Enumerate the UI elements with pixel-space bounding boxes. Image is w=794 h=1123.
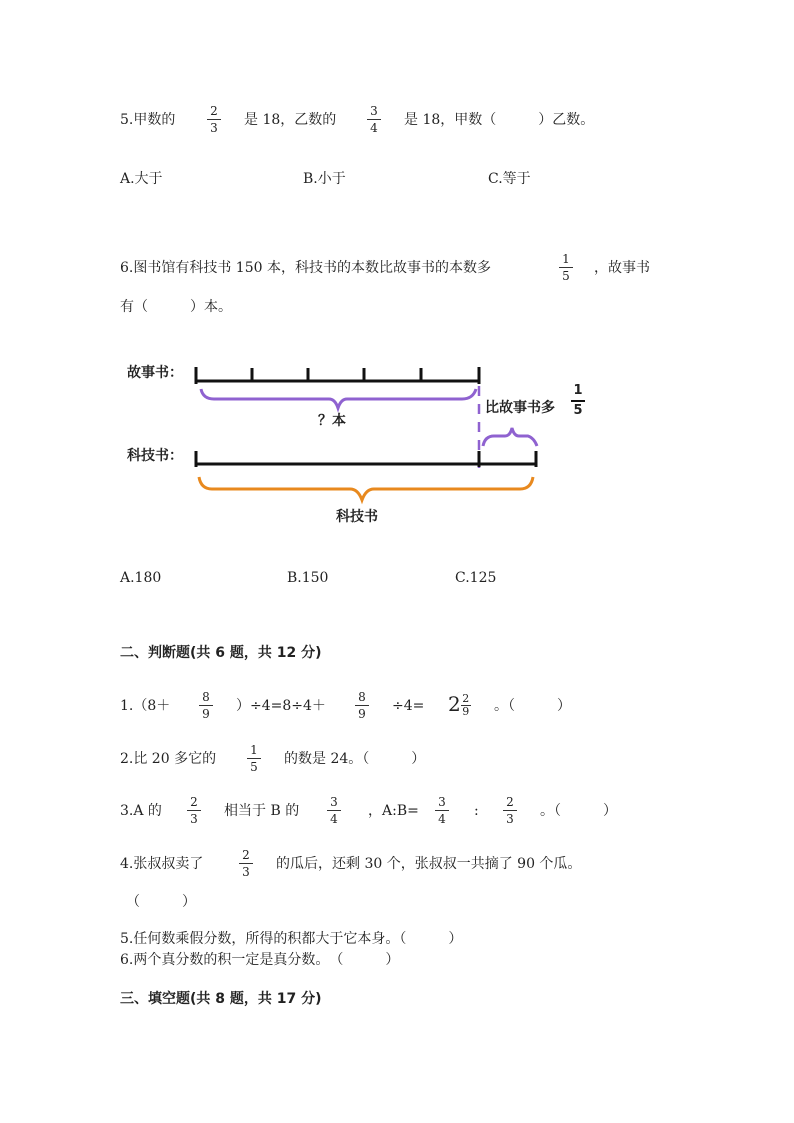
j3-text-c: ，A:B=	[368, 803, 419, 819]
denominator: 5	[250, 760, 258, 774]
numerator: 1	[573, 383, 583, 398]
q5-option-a[interactable]: A.大于	[120, 171, 163, 187]
j1-fraction-2	[354, 690, 370, 721]
j4-fraction	[238, 848, 254, 879]
q6-option-b[interactable]: B.150	[287, 570, 329, 586]
numerator: 3	[330, 795, 338, 809]
j3-text-a: 3.A 的	[120, 803, 162, 819]
numerator: 3	[438, 795, 446, 809]
q5-text-2: 是 18，乙数的	[244, 112, 337, 128]
section-3-title: 三、填空题(共 8 题，共 17 分)	[120, 991, 322, 1007]
tech-book-brace	[199, 477, 533, 500]
more-than-label: 比故事书多	[485, 400, 555, 416]
j1-fraction-1	[198, 690, 214, 721]
j1-text-d: 。（ ）	[494, 698, 571, 714]
j1-text-c: ÷4=	[392, 698, 425, 714]
numerator: 2	[190, 795, 198, 809]
tech-book-label: 科技书：	[127, 448, 183, 464]
story-book-count-label: ？本	[318, 413, 346, 429]
numerator: 2	[506, 795, 514, 809]
more-than-fraction	[570, 383, 586, 419]
q6-text-1: 6.图书馆有科技书 150 本，科技书的本数比故事书的本数多	[120, 260, 491, 276]
denominator: 5	[573, 403, 583, 418]
q6-option-c[interactable]: C.125	[455, 570, 497, 586]
j1-mixed-number	[448, 693, 471, 718]
numerator: 3	[370, 104, 378, 118]
j2-text-a: 2.比 20 多它的	[120, 751, 217, 767]
j3-fraction-2	[326, 795, 342, 826]
denominator: 4	[330, 812, 338, 826]
denominator: 3	[242, 865, 250, 879]
j2-fraction	[246, 743, 262, 774]
numerator: 2	[242, 848, 250, 862]
j3-fraction-4	[502, 795, 518, 826]
denominator: 3	[210, 121, 218, 135]
numerator: 1	[562, 252, 570, 266]
j4-text-a: 4.张叔叔卖了	[120, 856, 204, 872]
denominator: 9	[462, 705, 470, 718]
q5-option-c[interactable]: C.等于	[488, 171, 531, 187]
story-book-label: 故事书：	[127, 365, 183, 381]
j6-text: 6.两个真分数的积一定是真分数。 （ ）	[120, 952, 400, 968]
denominator: 3	[506, 812, 514, 826]
j1-text-a: 1.（8＋	[120, 698, 171, 714]
numerator: 2	[462, 692, 470, 705]
section-2-title: 二、判断题(共 6 题，共 12 分)	[120, 645, 322, 661]
q6-text-line2: 有（ ）本。	[120, 299, 232, 315]
q5-text-1: 5.甲数的	[120, 112, 176, 128]
j1-text-b: ）÷4=8÷4＋	[236, 698, 326, 714]
q6-option-a[interactable]: A.180	[120, 570, 162, 586]
denominator: 5	[562, 269, 570, 283]
tech-book-count-label: 科技书	[336, 509, 378, 525]
denominator: 4	[438, 812, 446, 826]
j2-text-b: 的数是 24。（ ）	[284, 751, 426, 767]
numerator: 8	[358, 690, 366, 704]
j3-text-b: 相当于 B 的	[224, 803, 300, 819]
j3-text-e: 。（ ）	[540, 803, 617, 819]
j3-fraction-3	[434, 795, 450, 826]
extra-part-brace	[483, 428, 537, 446]
denominator: 9	[202, 707, 210, 721]
j3-text-d: :	[474, 803, 479, 819]
j4-answer-bracket[interactable]: （ ）	[126, 894, 196, 910]
numerator: 8	[202, 690, 210, 704]
whole-part: 2	[448, 692, 461, 716]
q6-text-2: ，故事书	[594, 260, 650, 276]
denominator: 3	[190, 812, 198, 826]
denominator: 9	[358, 707, 366, 721]
j3-fraction-1	[186, 795, 202, 826]
numerator: 2	[210, 104, 218, 118]
denominator: 4	[370, 121, 378, 135]
q5-option-b[interactable]: B.小于	[303, 171, 346, 187]
j4-text-b: 的瓜后，还剩 30 个，张叔叔一共摘了 90 个瓜。	[276, 856, 582, 872]
story-book-brace	[201, 389, 476, 408]
numerator: 1	[250, 743, 258, 757]
j5-text: 5.任何数乘假分数，所得的积都大于它本身。（ ）	[120, 931, 463, 947]
q5-text-3: 是 18，甲数（ ）乙数。	[404, 112, 595, 128]
